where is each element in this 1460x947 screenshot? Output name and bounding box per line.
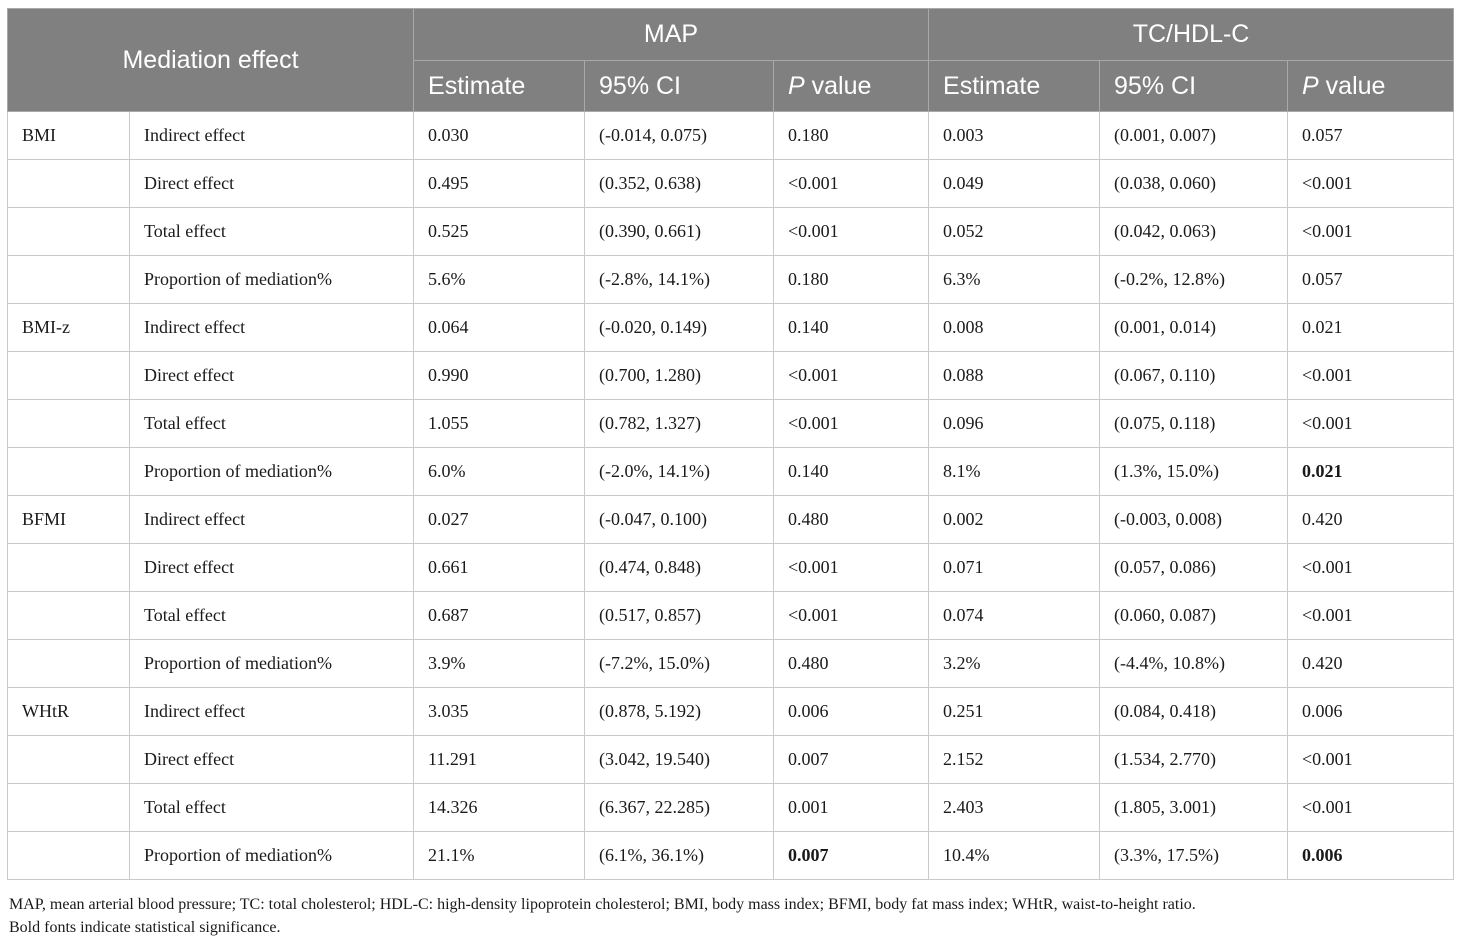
- cell-map-ci: (0.878, 5.192): [585, 688, 774, 736]
- cell-map-estimate: 0.030: [414, 112, 585, 160]
- cell-tc-p-value: <0.001: [1288, 352, 1454, 400]
- cell-measure: [8, 544, 130, 592]
- table-row: [8, 832, 1454, 880]
- cell-tc-ci: (0.067, 0.110): [1100, 352, 1288, 400]
- cell-effect: Total effect: [130, 208, 414, 256]
- cell-map-ci: (-0.020, 0.149): [585, 304, 774, 352]
- cell-tc-estimate: 2.152: [929, 736, 1100, 784]
- header-p-rest: value: [1318, 71, 1386, 100]
- cell-effect: Indirect effect: [130, 688, 414, 736]
- cell-tc-estimate: 3.2%: [929, 640, 1100, 688]
- header-tc-ci: 95% CI: [1100, 61, 1288, 112]
- cell-tc-p-value: <0.001: [1288, 208, 1454, 256]
- table-header: [8, 9, 1454, 112]
- table-row: [8, 592, 1454, 640]
- cell-tc-ci: (-0.2%, 12.8%): [1100, 256, 1288, 304]
- cell-tc-p-value: <0.001: [1288, 400, 1454, 448]
- footnote-significance: Bold fonts indicate statistical significance.: [9, 919, 281, 936]
- table-body: [8, 112, 1454, 880]
- cell-tc-ci: (0.057, 0.086): [1100, 544, 1288, 592]
- header-p-italic: P: [788, 71, 805, 100]
- cell-map-p-value: <0.001: [774, 592, 929, 640]
- cell-effect: Indirect effect: [130, 304, 414, 352]
- cell-measure: WHtR: [8, 688, 130, 736]
- cell-tc-p-value: <0.001: [1288, 592, 1454, 640]
- cell-map-estimate: 0.064: [414, 304, 585, 352]
- cell-measure: [8, 736, 130, 784]
- cell-tc-p-value: 0.006: [1288, 832, 1454, 880]
- cell-map-p-value: 0.180: [774, 112, 929, 160]
- cell-map-estimate: 14.326: [414, 784, 585, 832]
- table-row: [8, 304, 1454, 352]
- cell-map-estimate: 3.9%: [414, 640, 585, 688]
- cell-map-p-value: <0.001: [774, 160, 929, 208]
- cell-map-p-value: 0.007: [774, 832, 929, 880]
- cell-measure: BFMI: [8, 496, 130, 544]
- cell-effect: Proportion of mediation%: [130, 832, 414, 880]
- cell-map-estimate: 0.525: [414, 208, 585, 256]
- cell-map-ci: (0.700, 1.280): [585, 352, 774, 400]
- cell-effect: Proportion of mediation%: [130, 640, 414, 688]
- cell-measure: [8, 448, 130, 496]
- header-map-estimate: Estimate: [414, 61, 585, 112]
- cell-map-ci: (6.367, 22.285): [585, 784, 774, 832]
- cell-effect: Total effect: [130, 592, 414, 640]
- cell-tc-p-value: 0.057: [1288, 256, 1454, 304]
- cell-tc-estimate: 0.071: [929, 544, 1100, 592]
- cell-map-ci: (-0.047, 0.100): [585, 496, 774, 544]
- cell-map-ci: (0.390, 0.661): [585, 208, 774, 256]
- cell-map-ci: (0.352, 0.638): [585, 160, 774, 208]
- cell-tc-estimate: 0.049: [929, 160, 1100, 208]
- cell-tc-estimate: 10.4%: [929, 832, 1100, 880]
- cell-tc-ci: (-4.4%, 10.8%): [1100, 640, 1288, 688]
- table-row: [8, 448, 1454, 496]
- table-row: [8, 208, 1454, 256]
- header-group-tc-hdl: TC/HDL-C: [929, 9, 1454, 61]
- cell-tc-p-value: 0.006: [1288, 688, 1454, 736]
- cell-tc-ci: (0.042, 0.063): [1100, 208, 1288, 256]
- cell-tc-estimate: 0.251: [929, 688, 1100, 736]
- table-row: [8, 544, 1454, 592]
- table-footnote: [9, 893, 1449, 939]
- cell-measure: [8, 832, 130, 880]
- cell-tc-ci: (3.3%, 17.5%): [1100, 832, 1288, 880]
- cell-tc-estimate: 0.002: [929, 496, 1100, 544]
- cell-map-ci: (-2.0%, 14.1%): [585, 448, 774, 496]
- cell-map-p-value: <0.001: [774, 208, 929, 256]
- header-p-italic: P: [1302, 71, 1319, 100]
- cell-tc-p-value: <0.001: [1288, 544, 1454, 592]
- cell-measure: [8, 160, 130, 208]
- cell-map-p-value: 0.480: [774, 496, 929, 544]
- cell-measure: [8, 400, 130, 448]
- cell-tc-estimate: 0.008: [929, 304, 1100, 352]
- mediation-table: [7, 8, 1454, 880]
- cell-measure: [8, 256, 130, 304]
- cell-map-ci: (3.042, 19.540): [585, 736, 774, 784]
- cell-map-estimate: 3.035: [414, 688, 585, 736]
- cell-map-estimate: 11.291: [414, 736, 585, 784]
- cell-measure: [8, 640, 130, 688]
- cell-effect: Indirect effect: [130, 496, 414, 544]
- cell-map-estimate: 1.055: [414, 400, 585, 448]
- cell-effect: Direct effect: [130, 736, 414, 784]
- cell-effect: Direct effect: [130, 352, 414, 400]
- cell-map-ci: (-0.014, 0.075): [585, 112, 774, 160]
- header-tc-p-value: [1288, 61, 1454, 112]
- cell-effect: Direct effect: [130, 544, 414, 592]
- cell-tc-p-value: <0.001: [1288, 160, 1454, 208]
- table-row: [8, 256, 1454, 304]
- cell-tc-ci: (0.075, 0.118): [1100, 400, 1288, 448]
- cell-tc-ci: (1.805, 3.001): [1100, 784, 1288, 832]
- cell-map-estimate: 21.1%: [414, 832, 585, 880]
- cell-map-estimate: 0.027: [414, 496, 585, 544]
- cell-tc-ci: (1.534, 2.770): [1100, 736, 1288, 784]
- cell-map-estimate: 0.495: [414, 160, 585, 208]
- cell-map-estimate: 0.661: [414, 544, 585, 592]
- cell-map-p-value: <0.001: [774, 400, 929, 448]
- cell-tc-ci: (0.060, 0.087): [1100, 592, 1288, 640]
- header-tc-estimate: Estimate: [929, 61, 1100, 112]
- cell-map-p-value: 0.006: [774, 688, 929, 736]
- cell-measure: [8, 352, 130, 400]
- cell-map-p-value: 0.180: [774, 256, 929, 304]
- table-row: [8, 688, 1454, 736]
- cell-map-p-value: <0.001: [774, 352, 929, 400]
- cell-measure: [8, 784, 130, 832]
- cell-tc-p-value: 0.420: [1288, 496, 1454, 544]
- cell-tc-estimate: 0.074: [929, 592, 1100, 640]
- cell-map-estimate: 0.990: [414, 352, 585, 400]
- cell-tc-ci: (-0.003, 0.008): [1100, 496, 1288, 544]
- cell-map-estimate: 0.687: [414, 592, 585, 640]
- cell-map-p-value: 0.480: [774, 640, 929, 688]
- cell-map-ci: (-7.2%, 15.0%): [585, 640, 774, 688]
- cell-tc-estimate: 0.096: [929, 400, 1100, 448]
- cell-effect: Direct effect: [130, 160, 414, 208]
- cell-map-p-value: 0.001: [774, 784, 929, 832]
- header-row-groups: [8, 9, 1454, 61]
- cell-tc-estimate: 0.052: [929, 208, 1100, 256]
- cell-effect: Proportion of mediation%: [130, 448, 414, 496]
- table-row: [8, 160, 1454, 208]
- cell-tc-ci: (0.001, 0.007): [1100, 112, 1288, 160]
- table-row: [8, 784, 1454, 832]
- table-row: [8, 112, 1454, 160]
- cell-tc-ci: (0.001, 0.014): [1100, 304, 1288, 352]
- table-row: [8, 736, 1454, 784]
- cell-map-p-value: 0.140: [774, 448, 929, 496]
- cell-map-p-value: 0.007: [774, 736, 929, 784]
- cell-measure: [8, 208, 130, 256]
- cell-effect: Proportion of mediation%: [130, 256, 414, 304]
- cell-map-p-value: <0.001: [774, 544, 929, 592]
- cell-tc-estimate: 0.003: [929, 112, 1100, 160]
- cell-tc-estimate: 6.3%: [929, 256, 1100, 304]
- cell-measure: BMI: [8, 112, 130, 160]
- cell-map-ci: (0.782, 1.327): [585, 400, 774, 448]
- header-map-ci: 95% CI: [585, 61, 774, 112]
- cell-tc-ci: (0.038, 0.060): [1100, 160, 1288, 208]
- cell-tc-ci: (1.3%, 15.0%): [1100, 448, 1288, 496]
- footnote-abbreviations: MAP, mean arterial blood pressure; TC: total cholesterol; HDL-C: high-density lipoprotein cholesterol; BMI, body mass index; BFMI, body fat mass index; WHtR, waist-to-height ratio.: [9, 896, 1196, 913]
- cell-map-estimate: 5.6%: [414, 256, 585, 304]
- cell-map-ci: (6.1%, 36.1%): [585, 832, 774, 880]
- cell-tc-estimate: 2.403: [929, 784, 1100, 832]
- table-row: [8, 400, 1454, 448]
- header-map-p-value: [774, 61, 929, 112]
- cell-tc-ci: (0.084, 0.418): [1100, 688, 1288, 736]
- cell-tc-p-value: 0.021: [1288, 448, 1454, 496]
- cell-tc-p-value: 0.057: [1288, 112, 1454, 160]
- cell-map-ci: (0.474, 0.848): [585, 544, 774, 592]
- cell-measure: [8, 592, 130, 640]
- cell-effect: Indirect effect: [130, 112, 414, 160]
- header-group-map: MAP: [414, 9, 929, 61]
- cell-map-p-value: 0.140: [774, 304, 929, 352]
- cell-tc-p-value: 0.420: [1288, 640, 1454, 688]
- cell-map-ci: (-2.8%, 14.1%): [585, 256, 774, 304]
- cell-tc-p-value: <0.001: [1288, 736, 1454, 784]
- table-row: [8, 640, 1454, 688]
- cell-tc-p-value: <0.001: [1288, 784, 1454, 832]
- cell-map-ci: (0.517, 0.857): [585, 592, 774, 640]
- cell-measure: BMI-z: [8, 304, 130, 352]
- cell-tc-estimate: 0.088: [929, 352, 1100, 400]
- cell-map-estimate: 6.0%: [414, 448, 585, 496]
- header-mediation-effect: Mediation effect: [8, 9, 414, 112]
- table-row: [8, 496, 1454, 544]
- cell-tc-p-value: 0.021: [1288, 304, 1454, 352]
- cell-tc-estimate: 8.1%: [929, 448, 1100, 496]
- table-row: [8, 352, 1454, 400]
- cell-effect: Total effect: [130, 784, 414, 832]
- header-p-rest: value: [804, 71, 872, 100]
- cell-effect: Total effect: [130, 400, 414, 448]
